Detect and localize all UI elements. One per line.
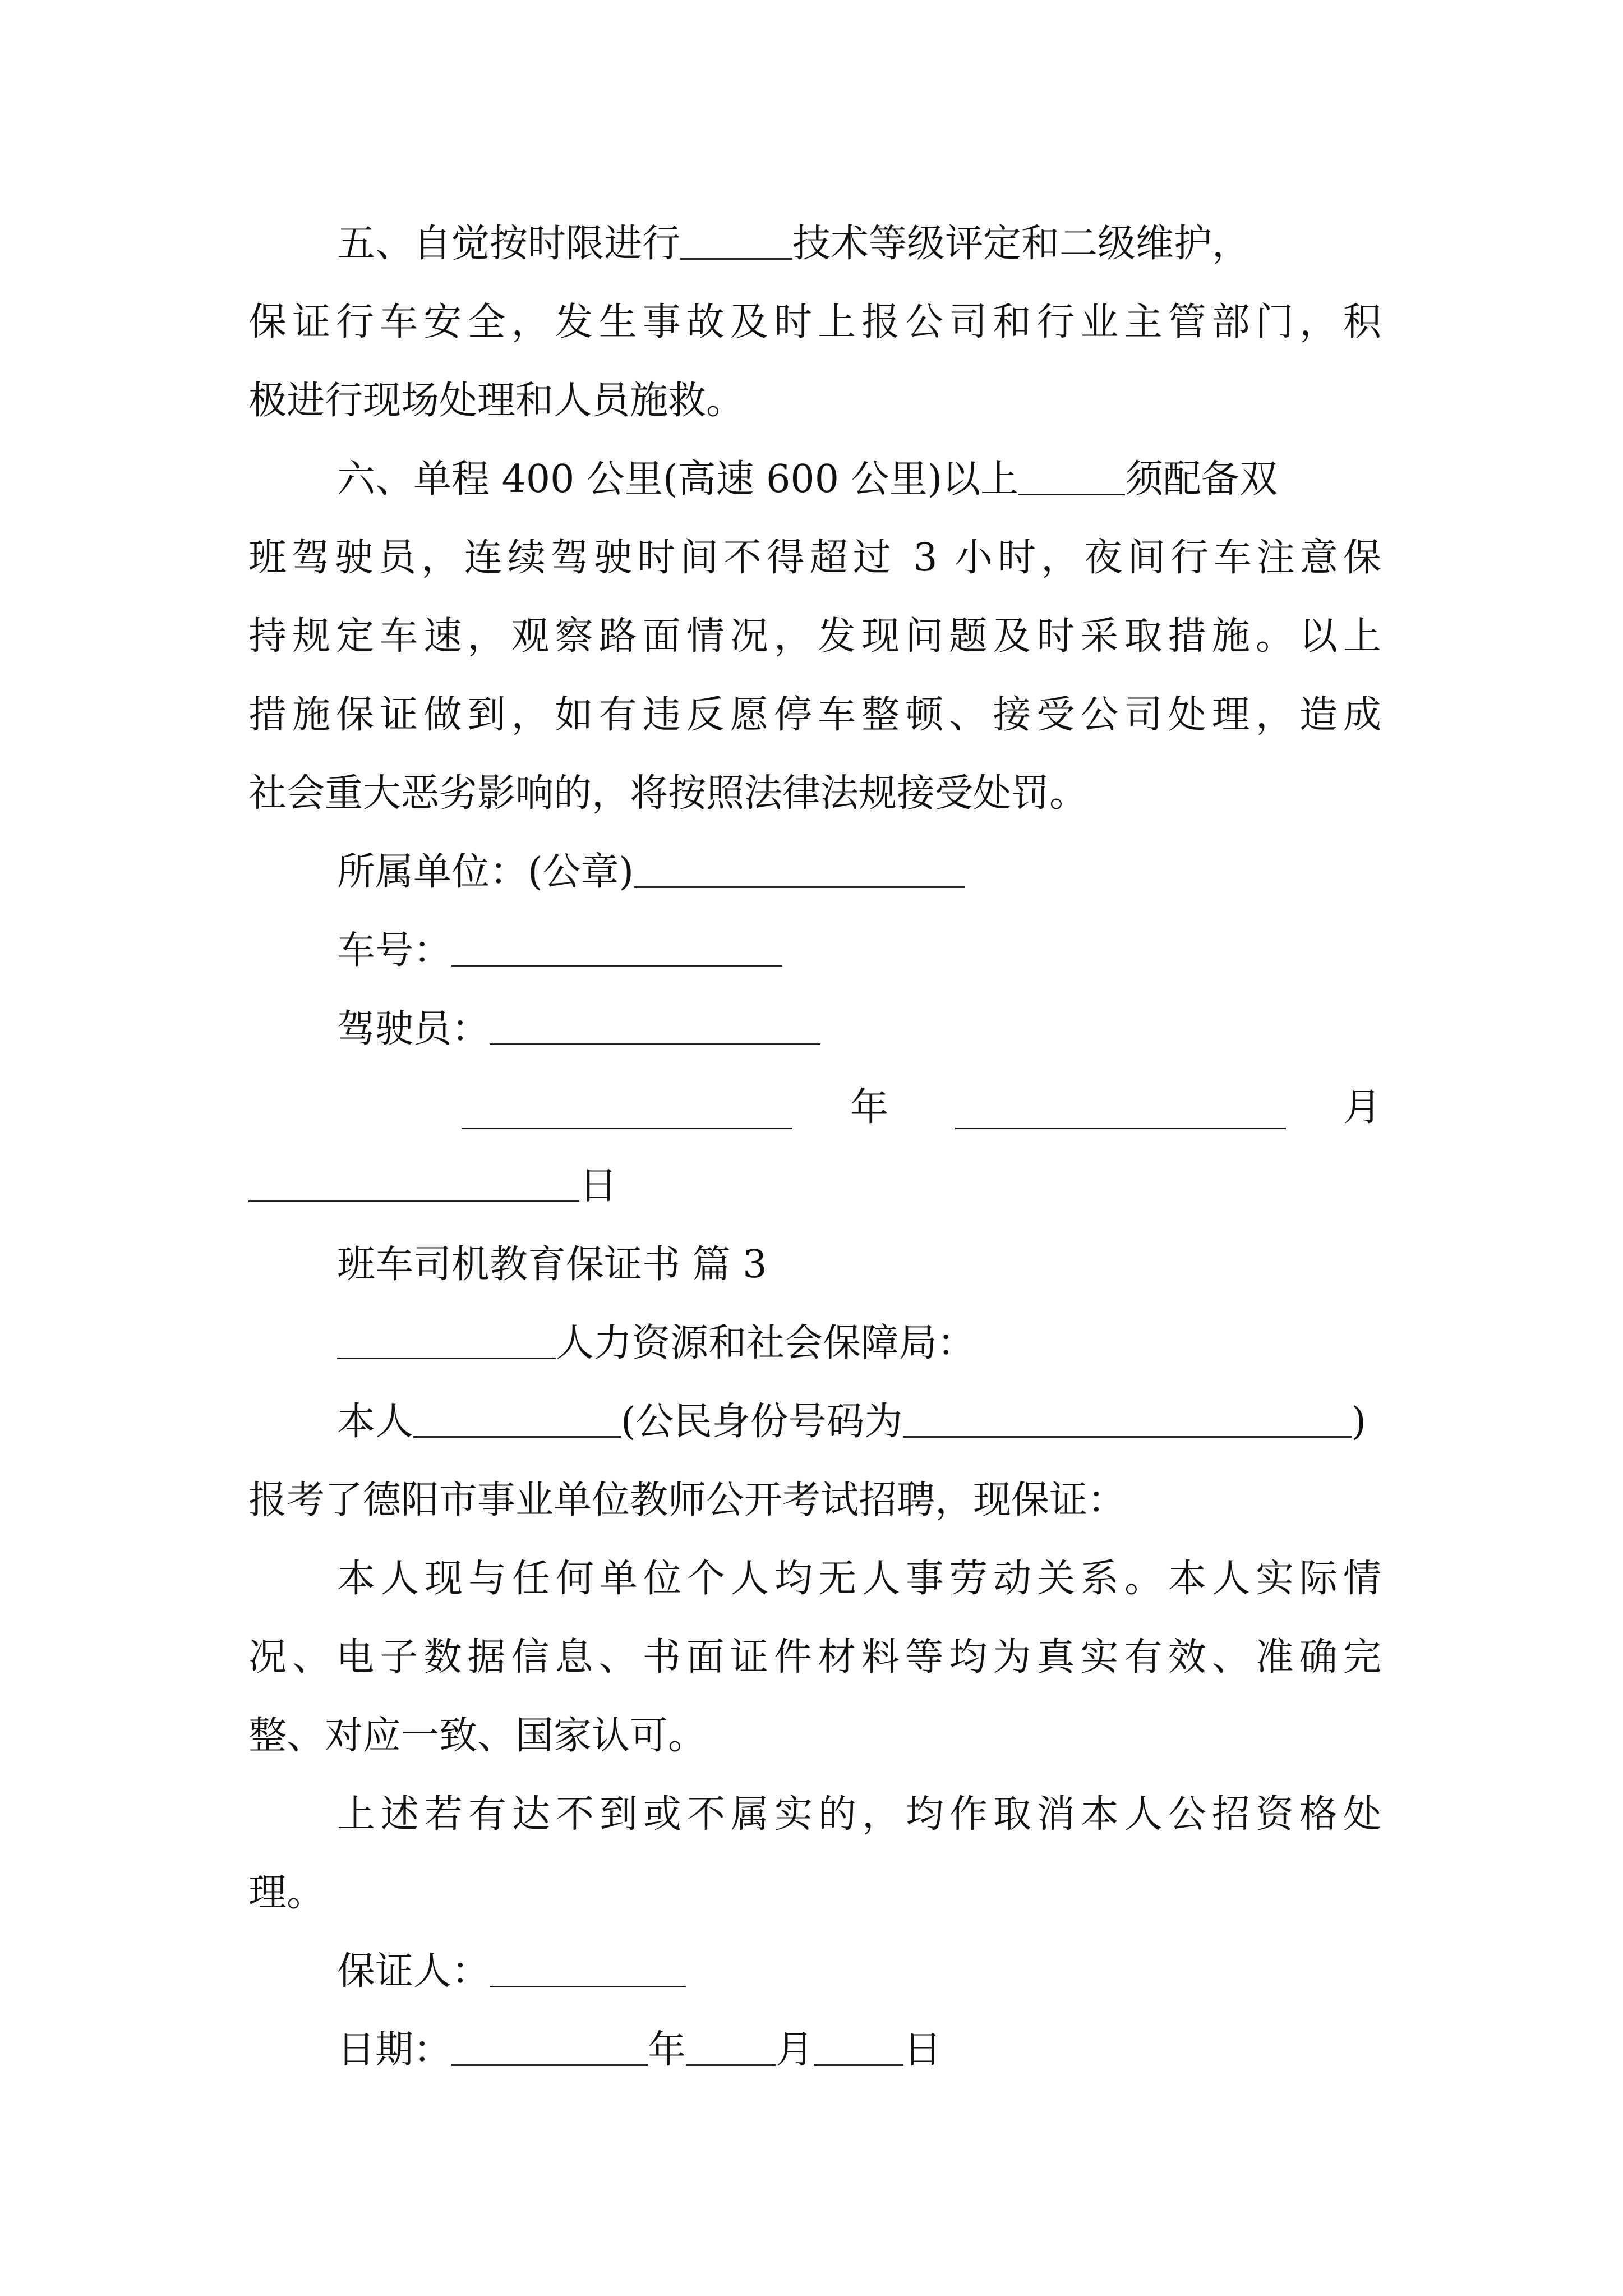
name-blank [413,1436,621,1438]
date-day-blank [814,2064,903,2066]
section-six-line-2: 班驾驶员，连续驾驶时间不得超过 3 小时，夜间行车注意保 [248,536,1381,580]
guarantor-label: 保证人： [337,1949,490,1994]
addressee-text: 人力资源和社会保障局： [556,1321,976,1365]
unit-blank [634,886,965,888]
date-month-blank [686,2064,776,2066]
section-six-text-a: 六、单程 400 公里(高速 600 公里)以上 [337,457,1019,501]
car-number-field [248,912,1381,990]
driver-blank [490,1043,820,1045]
month-label: 月 [1343,1085,1382,1130]
driver-field [248,990,1381,1069]
section-six-text-b: 须配备双 [1125,457,1278,501]
person-pre: 本人 [337,1400,414,1444]
blank-line [1018,494,1125,495]
date-field [248,2011,1381,2090]
car-label: 车号： [337,928,452,973]
date-year-blank [451,2064,648,2066]
driver-label: 驾驶员： [337,1007,490,1051]
year-label: 年 [850,1085,889,1130]
statement-1-line-1: 本人现与任何单位个人均无人事劳动关系。本人实际情 [337,1557,1381,1601]
statement-2-line-2: 理。 [248,1871,325,1915]
addressee-line [248,1304,1381,1383]
day-blank [248,1200,579,1202]
sign-day-row [248,1147,1381,1226]
date-month-label: 月 [776,2028,814,2072]
addressee-blank [337,1358,556,1359]
statement-2-line-1: 上述若有达不到或不属实的，均作取消本人公招资格处 [337,1792,1381,1837]
year-blank [462,1128,792,1129]
section-six-line-1 [248,440,1381,519]
exam-line: 报考了德阳市事业单位教师公开考试招聘，现保证： [248,1478,1126,1522]
section-five-line-3: 极进行现场处理和人员施救。 [248,379,745,423]
unit-label: 所属单位：(公章) [337,850,634,894]
blank-line [680,258,792,260]
sign-date-row [248,1069,1381,1147]
section-3-heading: 班车司机教育保证书 篇 3 [337,1243,767,1287]
car-blank [451,965,782,967]
statement-1-line-2: 况、电子数据信息、书面证件材料等均为真实有效、准确完 [248,1635,1381,1680]
statement-1-line-3: 整、对应一致、国家认可。 [248,1714,707,1758]
section-five-text-b: 技术等级评定和二级维护， [792,222,1251,266]
section-five-line-1 [248,205,1381,283]
date-year-label: 年 [648,2028,686,2072]
unit-field [248,833,1381,912]
section-six-line-5: 社会重大恶劣影响的，将按照法律法规接受处罚。 [248,771,1088,816]
day-label: 日 [579,1164,618,1208]
person-end: ) [1351,1400,1367,1444]
date-day-label: 日 [903,2028,942,2072]
section-five-text-a: 五、自觉按时限进行 [337,222,681,266]
section-six-line-3: 持规定车速，观察路面情况，发现问题及时采取措施。以上 [248,614,1381,659]
date-label: 日期： [337,2028,452,2072]
section-five-line-2: 保证行车安全，发生事故及时上报公司和行业主管部门，积 [248,300,1381,344]
guarantor-blank [490,1986,686,1987]
person-mid: (公民身份号码为 [621,1400,903,1444]
person-id-line [248,1383,1381,1461]
id-number-blank [903,1436,1352,1438]
section-six-line-4: 措施保证做到，如有违反愿停车整顿、接受公司处理，造成 [248,693,1381,737]
month-blank [955,1128,1286,1129]
guarantor-field [248,1932,1381,2011]
